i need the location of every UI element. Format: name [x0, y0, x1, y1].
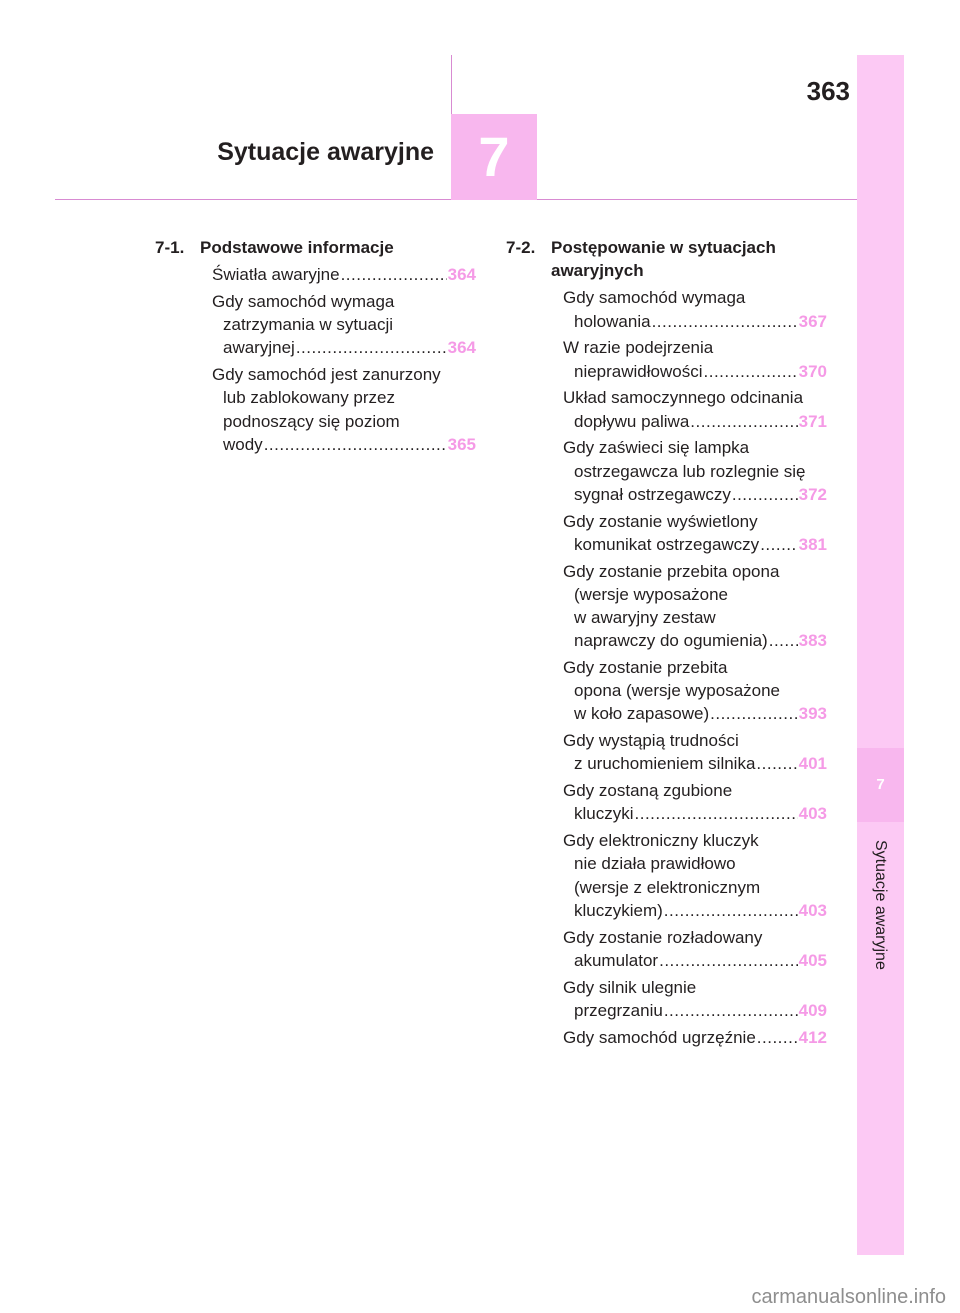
- toc-entry-text: dopływu paliwa: [574, 411, 690, 431]
- dot-leader: [690, 410, 797, 433]
- toc-entry-line: [212, 386, 476, 409]
- toc-entry-page-link[interactable]: 367: [798, 311, 827, 331]
- watermark: carmanualsonline.info: [751, 1286, 946, 1308]
- toc-entry-line: [563, 336, 827, 359]
- toc-entry-text: W razie podejrzenia: [563, 338, 714, 358]
- toc-entry-text: Gdy samochód wymaga: [563, 288, 746, 308]
- toc-entry-line: [563, 926, 827, 949]
- toc-entry-text: zatrzymania w sytuacji: [223, 315, 394, 335]
- toc-entry-line: [563, 606, 827, 629]
- toc-entry-text: sygnał ostrzegawczy: [574, 484, 731, 504]
- toc-entry-page-link[interactable]: 365: [447, 434, 476, 454]
- toc-entry-page-link[interactable]: 372: [798, 484, 827, 504]
- toc-entry-line: [563, 360, 827, 383]
- toc-entry-text: Gdy elektroniczny kluczyk: [563, 831, 759, 851]
- toc-entry-line: [563, 629, 827, 652]
- toc-entry-page-link[interactable]: 371: [798, 411, 827, 431]
- toc-entry-text: Gdy wystąpią trudności: [563, 731, 739, 751]
- dot-leader: [659, 949, 798, 972]
- toc-entry-text: nie działa prawidłowo: [574, 854, 736, 874]
- toc-entry-line: [563, 949, 827, 972]
- toc-entry-text: przegrzaniu: [574, 1000, 663, 1020]
- toc-entry[interactable]: [506, 976, 827, 1022]
- toc-entry-line: [212, 410, 476, 433]
- toc-entry-text: Gdy zaświeci się lampka: [563, 438, 750, 458]
- toc-entry-text: (wersje wyposażone: [574, 584, 729, 604]
- toc-entry-line: [563, 386, 827, 409]
- toc-entry-text: w awaryjny zestaw: [574, 608, 716, 628]
- toc-entry-line: [212, 290, 476, 313]
- section-heading: [155, 236, 476, 259]
- toc-entry-line: [563, 702, 827, 725]
- toc-entry-line: [212, 433, 476, 456]
- toc-section-7-2: [506, 236, 827, 1052]
- toc-entry-line: [212, 313, 476, 336]
- toc-entry-line: [563, 460, 827, 483]
- toc-entry[interactable]: [506, 560, 827, 653]
- side-tab-label: [858, 830, 902, 980]
- toc-entry-line: [563, 310, 827, 333]
- toc-entry-text: awaryjnej: [223, 338, 295, 358]
- section-title: Podstawowe informacje: [200, 238, 394, 257]
- toc-entry-text: Gdy zostanie wyświetlony: [563, 511, 758, 531]
- toc-entry-text: ostrzegawcza lub rozlegnie się: [574, 461, 806, 481]
- toc-entry-text: akumulator: [574, 950, 659, 970]
- toc-entry-line: [563, 899, 827, 922]
- toc-entry-text: lub zablokowany przez: [223, 388, 395, 408]
- toc-entry[interactable]: [506, 829, 827, 922]
- toc-entry-line: [563, 976, 827, 999]
- toc-entry-line: [212, 263, 476, 286]
- side-tab: [857, 55, 904, 1255]
- dot-leader: [732, 483, 798, 506]
- side-tab-label-text: Sytuacje awaryjne: [872, 840, 889, 970]
- toc-entry-line: [563, 436, 827, 459]
- toc-entry-text: nieprawidłowości: [574, 361, 703, 381]
- toc-entry-page-link[interactable]: 409: [798, 1000, 827, 1020]
- toc-entry-line: [212, 336, 476, 359]
- dot-leader: [264, 433, 447, 456]
- toc-entry[interactable]: [506, 729, 827, 775]
- toc-entry-line: [563, 999, 827, 1022]
- dot-leader: [769, 629, 798, 652]
- side-tab-number: 7: [857, 748, 904, 822]
- toc-entry-line: [563, 852, 827, 875]
- toc-entry-line: [563, 829, 827, 852]
- toc-entry-text: opona (wersje wyposażone: [574, 681, 781, 701]
- toc-entry-text: Gdy zostanie przebita: [563, 658, 728, 678]
- toc-entry[interactable]: [506, 1026, 827, 1049]
- toc-entry-text: Gdy zostanie przebita opona: [563, 561, 780, 581]
- toc-entry-line: [563, 679, 827, 702]
- toc-entry-page-link[interactable]: 405: [798, 950, 827, 970]
- toc-entry-line: [563, 560, 827, 583]
- toc-entry-line: [563, 410, 827, 433]
- toc-entry-text: holowania: [574, 311, 651, 331]
- toc-entry-text: (wersje z elektronicznym: [574, 877, 761, 897]
- section-number: 7-1.: [155, 238, 185, 257]
- toc-entry-page-link[interactable]: 383: [798, 631, 827, 651]
- dot-leader: [664, 999, 798, 1022]
- toc-entry[interactable]: [155, 290, 476, 360]
- dot-leader: [704, 360, 798, 383]
- dot-leader: [664, 899, 798, 922]
- toc-entry[interactable]: [506, 386, 827, 432]
- dot-leader: [710, 702, 798, 725]
- toc-entry-page-link[interactable]: 364: [447, 265, 476, 285]
- toc-entry-line: [563, 286, 827, 309]
- toc-entry[interactable]: [155, 263, 476, 286]
- toc-entry-line: [563, 876, 827, 899]
- toc-entry[interactable]: [506, 286, 827, 332]
- toc-section-7-1: [155, 236, 476, 460]
- toc-entry-line: [563, 779, 827, 802]
- toc-entry-page-link[interactable]: 403: [798, 804, 827, 824]
- toc-entry-page-link[interactable]: 403: [798, 900, 827, 920]
- toc-entry-text: w koło zapasowe): [574, 704, 710, 724]
- toc-entry-text: wody: [223, 434, 263, 454]
- toc-entry-page-link[interactable]: 393: [798, 704, 827, 724]
- toc-entry-line: [563, 752, 827, 775]
- toc-entry[interactable]: [155, 363, 476, 456]
- page-number: 363: [806, 76, 850, 106]
- section-heading: [506, 236, 827, 282]
- toc-entry-line: [563, 729, 827, 752]
- toc-entry-page-link[interactable]: 412: [798, 1027, 827, 1047]
- toc-entry-line: [563, 802, 827, 825]
- dot-leader: [756, 752, 797, 775]
- toc-entry-page-link[interactable]: 381: [798, 534, 827, 554]
- toc-entry-line: [563, 583, 827, 606]
- dot-leader: [757, 1026, 798, 1049]
- toc-entry[interactable]: [506, 336, 827, 382]
- section-title: Postępowanie w sytuacjach awaryjnych: [551, 238, 776, 281]
- toc-entry-text: Gdy zostaną zgubione: [563, 781, 733, 801]
- toc-entry-line: [563, 533, 827, 556]
- chapter-title: Sytuacje awaryjne: [217, 138, 434, 166]
- toc-entry-page-link[interactable]: 401: [798, 754, 827, 774]
- toc-entry-text: naprawczy do ogumienia): [574, 631, 768, 651]
- toc-entry-text: komunikat ostrzegawczy: [574, 534, 760, 554]
- toc-entry-text: Gdy silnik ulegnie: [563, 977, 697, 997]
- toc-entry[interactable]: [506, 510, 827, 556]
- section-number: 7-2.: [506, 238, 536, 257]
- toc-entry-line: [563, 1026, 827, 1049]
- dot-leader: [652, 310, 798, 333]
- toc-entry[interactable]: [506, 926, 827, 972]
- chapter-number-box: 7: [451, 114, 537, 200]
- toc-entry-line: [563, 656, 827, 679]
- toc-entry-line: [563, 483, 827, 506]
- dot-leader: [341, 263, 447, 286]
- toc-entry-page-link[interactable]: 370: [798, 361, 827, 381]
- toc-entry-line: [563, 510, 827, 533]
- dot-leader: [635, 802, 798, 825]
- toc-entry-text: Światła awaryjne: [212, 265, 340, 285]
- toc-entry-text: Układ samoczynnego odcinania: [563, 388, 804, 408]
- dot-leader: [296, 336, 447, 359]
- toc-entry-text: kluczyki: [574, 804, 634, 824]
- toc-entry[interactable]: [506, 656, 827, 726]
- toc-entry[interactable]: [506, 779, 827, 825]
- toc-entry-text: kluczykiem): [574, 900, 663, 920]
- dot-leader: [760, 533, 797, 556]
- toc-entry-text: Gdy zostanie rozładowany: [563, 927, 763, 947]
- toc-entry-text: podnoszący się poziom: [223, 411, 400, 431]
- toc-entry-page-link[interactable]: 364: [447, 338, 476, 358]
- toc-entry-text: z uruchomieniem silnika: [574, 754, 756, 774]
- toc-entry-text: Gdy samochód wymaga: [212, 292, 395, 311]
- toc-entry-line: [212, 363, 476, 386]
- toc-entry-text: Gdy samochód jest zanurzony: [212, 365, 441, 385]
- toc-entry[interactable]: [506, 436, 827, 506]
- toc-entry-text: Gdy samochód ugrzęźnie: [563, 1027, 756, 1047]
